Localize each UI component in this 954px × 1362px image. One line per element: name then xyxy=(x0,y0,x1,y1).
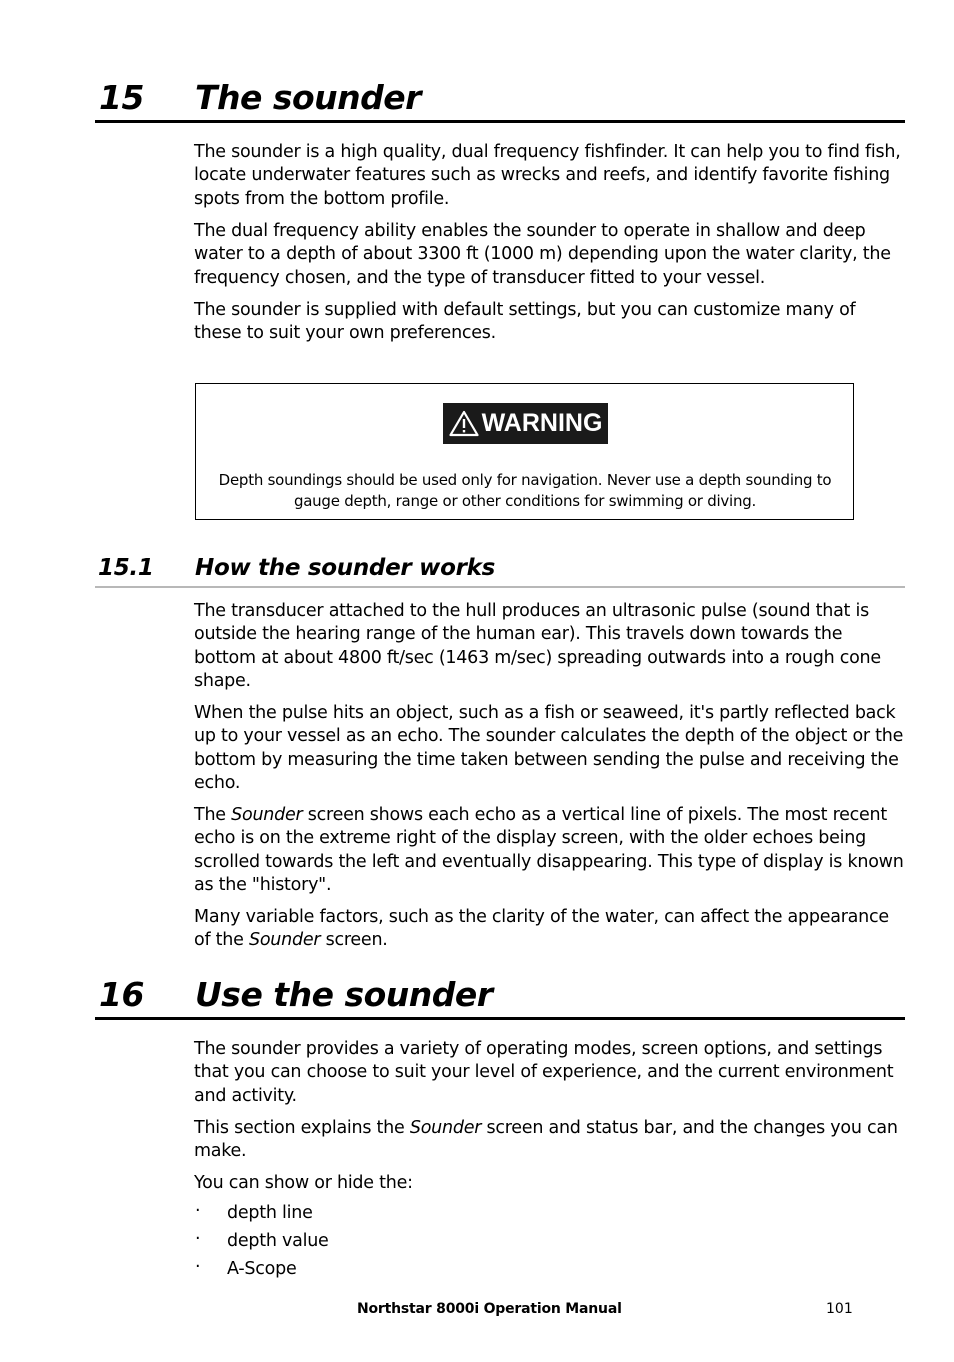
paragraph: You can show or hide the: xyxy=(194,1173,413,1193)
paragraph: The sounder is supplied with default settings, but you can customize many of these to suit your own preferences. xyxy=(194,300,856,344)
sounder-screen-name: Sounder xyxy=(409,1118,482,1138)
paragraph: The sounder provides a variety of operating modes, screen options, and settings that you can choose to suit your level of experience, and the current environment and activity. xyxy=(194,1039,894,1106)
section-number: 16 xyxy=(99,975,144,1014)
warning-badge-label: WARNING xyxy=(481,409,603,437)
section-title: Use the sounder xyxy=(195,975,493,1014)
paragraph: The dual frequency ability enables the sounder to operate in shallow and deep water to a depth of about 3300 ft (1000 m) depending upon the water clarity, the frequency chosen, and the type of transducer fitted to your vessel. xyxy=(194,221,891,288)
section-number: 15.1 xyxy=(98,555,154,581)
section-rule xyxy=(95,120,905,123)
paragraph: The sounder is a high quality, dual frequency fishfinder. It can help you to find fish, locate underwater features such as wrecks and reefs, and identify favorite fishing spots from the bottom profile. xyxy=(194,142,901,209)
bullet-icon: · xyxy=(195,1229,201,1249)
paragraph: When the pulse hits an object, such as a fish or seaweed, it's partly reflected back up to your vessel as an echo. The sounder calculates the depth of the object or the bottom by measuring the time taken between sending the pulse and receiving the echo. xyxy=(194,703,904,793)
paragraph: This section explains the Sounder screen and status bar, and the changes you can make. xyxy=(194,1118,898,1162)
footer-manual-title: Northstar 8000i Operation Manual xyxy=(357,1301,622,1317)
section-15-heading xyxy=(95,78,905,117)
warning-triangle-icon xyxy=(449,410,479,437)
section-rule xyxy=(95,1017,905,1020)
paragraph: The Sounder screen shows each echo as a vertical line of pixels. The most recent echo is on the extreme right of the display screen, with the older echoes being scrolled towards the left and eventually disappearing. This type of display is known as the "history". xyxy=(194,805,904,895)
list-item-label: A-Scope xyxy=(227,1259,297,1279)
section-16-heading xyxy=(95,975,905,1014)
bullet-icon: · xyxy=(195,1201,201,1221)
footer-page-number: 101 xyxy=(826,1301,853,1317)
paragraph: The transducer attached to the hull produces an ultrasonic pulse (sound that is outside the hearing range of the human ear). This travels down towards the bottom at about 4800 ft/sec (1463 m/sec) spreading outwards into a rough cone shape. xyxy=(194,601,881,691)
section-title: The sounder xyxy=(195,78,421,117)
list-item-label: depth value xyxy=(227,1231,329,1251)
sounder-screen-name: Sounder xyxy=(248,930,321,951)
list-item-label: depth line xyxy=(227,1203,313,1223)
section-title: How the sounder works xyxy=(195,555,496,581)
warning-text: Depth soundings should be used only for navigation. Never use a depth sounding to gauge depth, range or other conditions for swimming or diving. xyxy=(218,471,832,510)
warning-box xyxy=(195,383,854,520)
sounder-screen-name: Sounder xyxy=(231,805,303,825)
section-rule xyxy=(95,586,905,588)
paragraph: Many variable factors, such as the clarity of the water, can affect the appearance of the Sounder screen. xyxy=(194,907,889,951)
section-number: 15 xyxy=(99,78,144,117)
section-15-1-heading xyxy=(95,555,905,581)
bullet-icon: · xyxy=(195,1257,201,1277)
warning-badge xyxy=(443,403,608,444)
